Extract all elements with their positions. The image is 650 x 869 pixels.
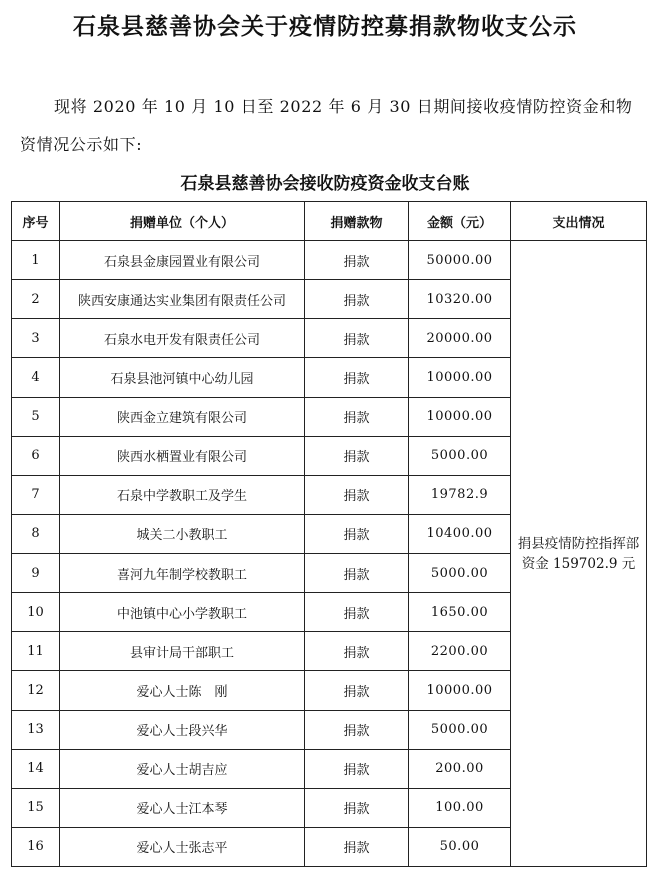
- row-amount: 10400.00: [409, 514, 511, 553]
- header-donor: 捐赠单位（个人）: [60, 202, 305, 241]
- row-amount: 20000.00: [409, 319, 511, 358]
- row-amount: 19782.9: [409, 475, 511, 514]
- row-item: 捐款: [305, 241, 409, 280]
- row-amount: 2200.00: [409, 632, 511, 671]
- row-no: 14: [12, 749, 60, 788]
- row-amount: 5000.00: [409, 436, 511, 475]
- row-item: 捐款: [305, 397, 409, 436]
- row-donor: 城关二小教职工: [60, 514, 305, 553]
- row-amount: 10320.00: [409, 280, 511, 319]
- row-no: 5: [12, 397, 60, 436]
- row-donor: 陕西水栖置业有限公司: [60, 436, 305, 475]
- row-no: 3: [12, 319, 60, 358]
- row-donor: 石泉县池河镇中心幼儿园: [60, 358, 305, 397]
- row-amount: 50000.00: [409, 241, 511, 280]
- row-donor: 爱心人士江本琴: [60, 788, 305, 827]
- row-amount: 200.00: [409, 749, 511, 788]
- intro-paragraph: 现将 2020 年 10 月 10 日至 2022 年 6 月 30 日期间接收疫情防控资金和物资情况公示如下:: [20, 97, 633, 154]
- expense-cell: 捐县疫情防控指挥部资金 159702.9 元: [511, 241, 647, 867]
- row-no: 13: [12, 710, 60, 749]
- row-no: 9: [12, 554, 60, 593]
- row-donor: 陕西安康通达实业集团有限责任公司: [60, 280, 305, 319]
- row-amount: 10000.00: [409, 397, 511, 436]
- row-donor: 县审计局干部职工: [60, 632, 305, 671]
- row-no: 16: [12, 827, 60, 866]
- row-donor: 石泉水电开发有限责任公司: [60, 319, 305, 358]
- row-amount: 50.00: [409, 827, 511, 866]
- row-no: 8: [12, 514, 60, 553]
- row-no: 2: [12, 280, 60, 319]
- row-amount: 10000.00: [409, 671, 511, 710]
- row-amount: 100.00: [409, 788, 511, 827]
- row-donor: 爱心人士胡吉应: [60, 749, 305, 788]
- row-donor: 爱心人士段兴华: [60, 710, 305, 749]
- table-header-row: [12, 202, 647, 241]
- row-item: 捐款: [305, 827, 409, 866]
- row-donor: 中池镇中心小学教职工: [60, 593, 305, 632]
- row-donor: 石泉县金康园置业有限公司: [60, 241, 305, 280]
- row-item: 捐款: [305, 671, 409, 710]
- table-body: [12, 241, 647, 867]
- row-item: 捐款: [305, 475, 409, 514]
- row-amount: 1650.00: [409, 593, 511, 632]
- row-donor: 喜河九年制学校教职工: [60, 554, 305, 593]
- row-item: 捐款: [305, 554, 409, 593]
- row-donor: 爱心人士张志平: [60, 827, 305, 866]
- row-no: 6: [12, 436, 60, 475]
- row-donor: 陕西金立建筑有限公司: [60, 397, 305, 436]
- table-title: 石泉县慈善协会接收防疫资金收支台账: [180, 174, 470, 194]
- row-no: 1: [12, 241, 60, 280]
- row-item: 捐款: [305, 514, 409, 553]
- ledger-table: [11, 201, 647, 867]
- row-item: 捐款: [305, 436, 409, 475]
- row-amount: 5000.00: [409, 554, 511, 593]
- row-item: 捐款: [305, 749, 409, 788]
- row-amount: 5000.00: [409, 710, 511, 749]
- row-item: 捐款: [305, 280, 409, 319]
- row-no: 11: [12, 632, 60, 671]
- header-no: 序号: [12, 202, 60, 241]
- row-no: 15: [12, 788, 60, 827]
- row-item: 捐款: [305, 788, 409, 827]
- header-amount: 金额（元）: [409, 202, 511, 241]
- row-item: 捐款: [305, 632, 409, 671]
- page-title: 石泉县慈善协会关于疫情防控募捐款物收支公示: [73, 14, 577, 40]
- row-item: 捐款: [305, 710, 409, 749]
- table-row: [12, 241, 647, 280]
- row-no: 10: [12, 593, 60, 632]
- row-no: 7: [12, 475, 60, 514]
- row-donor: 石泉中学教职工及学生: [60, 475, 305, 514]
- row-item: 捐款: [305, 358, 409, 397]
- row-donor: 爱心人士陈 刚: [60, 671, 305, 710]
- row-item: 捐款: [305, 319, 409, 358]
- row-amount: 10000.00: [409, 358, 511, 397]
- header-expense: 支出情况: [511, 202, 647, 241]
- row-no: 4: [12, 358, 60, 397]
- header-item: 捐赠款物: [305, 202, 409, 241]
- row-no: 12: [12, 671, 60, 710]
- row-item: 捐款: [305, 593, 409, 632]
